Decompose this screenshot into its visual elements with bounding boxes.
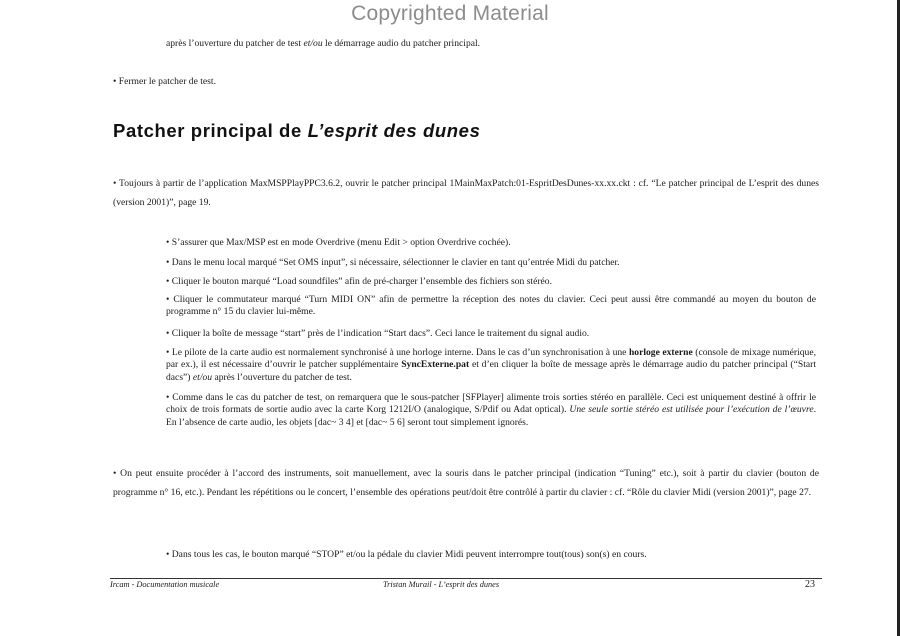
continuation-text-end: le démarrage audio du patcher principal. xyxy=(322,38,481,49)
page-number: 23 xyxy=(805,579,815,590)
heading-prefix: Patcher principal de xyxy=(113,120,308,141)
clock-text-4: après l’ouverture du patcher de test. xyxy=(212,371,352,383)
section-heading xyxy=(113,120,480,142)
continuation-text: après l’ouverture du patcher de test xyxy=(166,38,304,49)
heading-title: L’esprit des dunes xyxy=(307,120,481,141)
stop-bullet: • Dans tous les cas, le bouton marqué “STOP” et/ou la pédale du clavier Midi peuvent interrompre tout(tous) son(s) en cours. xyxy=(166,549,647,560)
bullet-sfplayer xyxy=(166,392,816,429)
sfplayer-italic: Une seule sortie stéréo est utilisée pour l’exécution de l’œuvre xyxy=(569,404,814,416)
bullet-turn-midi-on: • Cliquer le commutateur marqué “Turn MIDI ON” afin de permettre la réception des notes du clavier. Ceci peut aussi être commandé au moyen du bouton de programme n° 15 du clavier lui-même. xyxy=(166,294,816,318)
bullet-external-clock xyxy=(166,347,816,384)
clock-text-2: (console de mixage numérique, par ex.), il est nécessaire d’ouvrir le patcher supplémentaire xyxy=(166,347,817,371)
bullet-load-soundfiles: • Cliquer le bouton marqué “Load soundfiles” afin de pré-charger l’ensemble des fichiers son stéréo. xyxy=(166,276,552,287)
footer-divider xyxy=(110,578,822,579)
tuning-paragraph: • On peut ensuite procéder à l’accord des instruments, soit manuellement, avec la souris dans le patcher principal (indication “Tuning” etc.), soit à partir du clavier (bouton de programme n° 16, etc.). Pendant les répétitions ou le concert, l’ensemble des opérations peut/doit être contrôlé à partir du clavier : cf. “Rôle du clavier Midi (version 2001)”, page 27. xyxy=(113,468,819,498)
footer-center: Tristan Murail - L’esprit des dunes xyxy=(383,580,500,589)
intro-paragraph: • Toujours à partir de l’application MaxMSPPlayPPC3.6.2, ouvrir le patcher principal 1MainMaxPatch:01-EspritDesDunes-xx.xx.ckt : cf. “Le patcher principal de L’esprit des dunes (version 2001)”, page 19. xyxy=(113,178,819,208)
sfplayer-text-2: . En l’absence de carte audio, les objets [dac~ 3 4] et [dac~ 5 6] seront tout simplement ignorés. xyxy=(166,404,816,428)
clock-bold-syncexterne: SyncExterne.pat xyxy=(401,359,470,371)
clock-bold-external: horloge externe xyxy=(628,347,693,358)
close-test-bullet: • Fermer le patcher de test. xyxy=(113,76,216,87)
clock-text-3: et d’en cliquer la boîte de message après le démarrage audio du patcher principal (“Start dacs”) xyxy=(166,359,816,383)
clock-italic: et/ou xyxy=(192,371,213,383)
bullet-start-dacs: • Cliquer la boîte de message “start” près de l’indication “Start dacs”. Ceci lance le traitement du signal audio. xyxy=(166,328,590,339)
continuation-line xyxy=(166,38,480,50)
clock-text-1: • Le pilote de la carte audio est normalement synchronisé à une horloge interne. Dans le cas d’un synchronisation à une xyxy=(166,347,629,358)
continuation-italic: et/ou xyxy=(303,38,323,49)
bullet-oms-input: • Dans le menu local marqué “Set OMS input”, si nécessaire, sélectionner le clavier en tant qu’entrée Midi du patcher. xyxy=(166,257,620,268)
sfplayer-text-1: • Comme dans le cas du patcher de test, on remarquera que le sous-patcher [SFPlayer] alimente trois sorties stéréo en parallèle. Ceci est uniquement destiné à offrir le choix de trois formats de sortie audio avec la carte Korg 1212I/O (analogique, S/Pdif ou Adat optical). xyxy=(166,392,816,416)
footer-left: Ircam - Documentation musicale xyxy=(110,580,220,589)
copyright-watermark: Copyrighted Material xyxy=(351,2,549,25)
bullet-overdrive: • S’assurer que Max/MSP est en mode Overdrive (menu Edit > option Overdrive cochée). xyxy=(166,237,511,248)
